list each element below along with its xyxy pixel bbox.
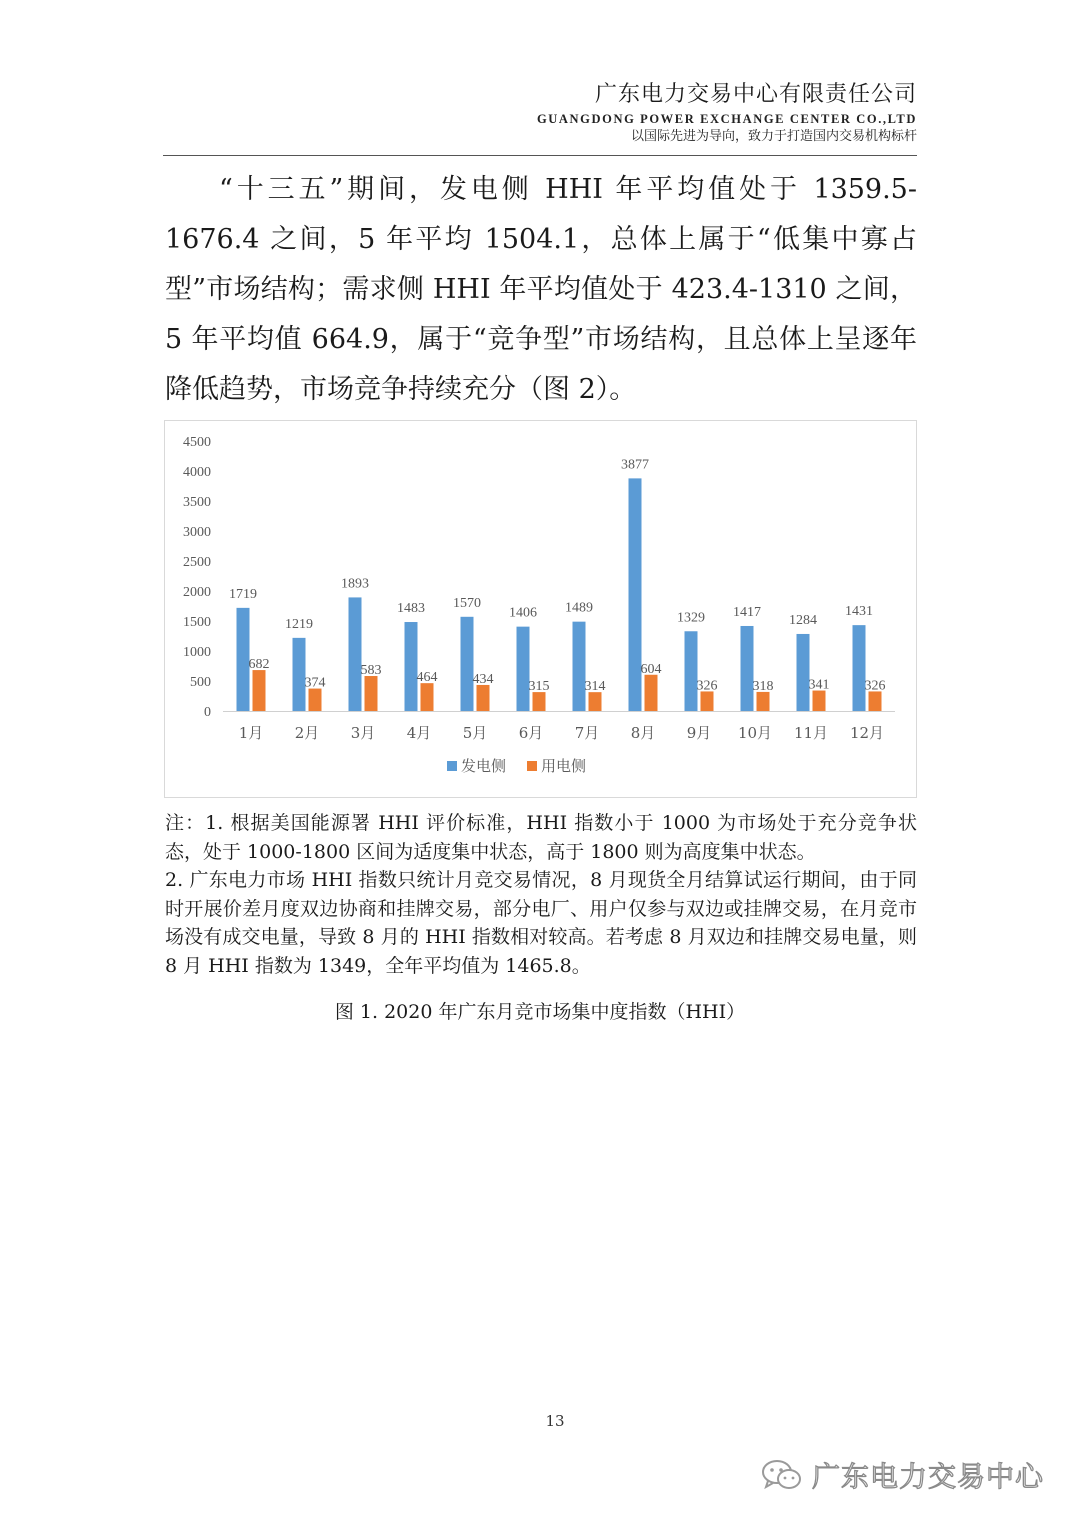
data-label-gen: 1284: [789, 612, 817, 628]
bar-gen-side: [517, 627, 530, 711]
x-tick-label: 1月: [238, 724, 264, 742]
y-tick-label: 4500: [183, 435, 211, 450]
company-slogan: 以国际先进为导向，致力于打造国内交易机构标杆: [630, 129, 917, 144]
bar-use-side: [365, 676, 378, 711]
y-tick-label: 0: [204, 705, 211, 720]
data-label-use: 374: [304, 675, 326, 691]
bar-gen-side: [461, 617, 474, 711]
data-label-use: 318: [752, 678, 774, 694]
legend-label-gen: 发电侧: [461, 757, 507, 775]
bar-use-side: [421, 683, 434, 711]
x-tick-label: 5月: [462, 724, 488, 742]
data-label-gen: 3877: [621, 457, 649, 473]
y-tick-label: 1000: [183, 645, 211, 660]
legend-swatch-use: [527, 761, 537, 771]
figure-caption: 图 1. 2020 年广东月竞市场集中度指数（HHI）: [334, 1001, 746, 1023]
y-tick-label: 4000: [183, 465, 211, 480]
body-paragraph-text: “十三五”期间，发电侧 HHI 年平均值处于 1359.5-1676.4 之间，5 年平均 1504.1，总体上属于“低集中寡占型”市场结构；需求侧 HHI 年平均值处于 423.4-1310 之间，5 年平均值 664.9，属于“竞争型”市场结构，且总体上呈逐年降低趋势，市场竞争持续充分（图 2）。: [165, 174, 917, 405]
wechat-icon: [760, 1458, 804, 1492]
chart-svg: [165, 421, 916, 797]
bar-use-side: [645, 675, 658, 711]
bar-use-side: [701, 691, 714, 711]
x-tick-label: 3月: [350, 724, 376, 742]
bar-use-side: [869, 691, 882, 711]
data-label-gen: 1570: [453, 595, 481, 611]
data-label-use: 315: [528, 679, 550, 695]
page-header: [163, 80, 917, 146]
data-label-gen: 1431: [845, 604, 873, 620]
data-label-gen: 1483: [397, 601, 425, 617]
legend-label-use: 用电侧: [541, 757, 587, 775]
y-tick-label: 3500: [183, 495, 211, 510]
data-label-gen: 1893: [341, 576, 369, 592]
x-tick-label: 4月: [406, 724, 432, 742]
data-label-use: 341: [808, 677, 830, 693]
bar-use-side: [253, 670, 266, 711]
y-tick-label: 1500: [183, 615, 211, 630]
hhi-bar-chart: [164, 420, 917, 798]
bar-gen-side: [741, 626, 754, 711]
data-label-gen: 1329: [677, 610, 705, 626]
bar-gen-side: [573, 622, 586, 711]
body-paragraph: [165, 165, 917, 415]
data-label-gen: 1219: [285, 616, 313, 632]
x-tick-label: 9月: [686, 724, 712, 742]
bar-use-side: [533, 692, 546, 711]
bar-gen-side: [405, 622, 418, 711]
x-tick-label: 7月: [574, 724, 600, 742]
data-label-gen: 1406: [509, 605, 537, 621]
note-1: 注：1. 根据美国能源署 HHI 评价标准，HHI 指数小于 1000 为市场处于充分竞争状态，处于 1000-1800 区间为适度集中状态，高于 1800 则为高度集中状态。: [165, 812, 917, 863]
bar-gen-side: [853, 625, 866, 711]
data-label-use: 326: [696, 678, 718, 694]
data-label-gen: 1719: [229, 586, 257, 602]
bar-gen-side: [293, 638, 306, 711]
x-tick-label: 12月: [849, 724, 885, 742]
data-label-gen: 1417: [733, 604, 761, 620]
watermark: [760, 1455, 1044, 1495]
data-label-use: 434: [472, 671, 494, 687]
x-tick-label: 11月: [793, 724, 829, 742]
bar-use-side: [757, 692, 770, 711]
watermark-text: 广东电力交易中心: [811, 1460, 1044, 1493]
data-label-use: 583: [360, 663, 382, 679]
note-2: 2. 广东电力市场 HHI 指数只统计月竞交易情况，8 月现货全月结算试运行期间，由于同时开展价差月度双边协商和挂牌交易，部分电厂、用户仅参与双边或挂牌交易，在月竞市场没有成交电量，导致 8 月的 HHI 指数相对较高。若考虑 8 月双边和挂牌交易电量，则 8 月 HHI 指数为 1349，全年平均值为 1465.8。: [165, 869, 917, 977]
y-tick-label: 2000: [183, 585, 211, 600]
x-tick-label: 8月: [630, 724, 656, 742]
bar-gen-side: [797, 634, 810, 711]
data-label-use: 604: [640, 661, 662, 677]
x-tick-label: 10月: [737, 724, 773, 742]
bar-gen-side: [349, 597, 362, 711]
page-number: 13: [545, 1412, 565, 1430]
data-label-gen: 1489: [565, 600, 593, 616]
y-tick-label: 2500: [183, 555, 211, 570]
bar-use-side: [309, 689, 322, 711]
chart-notes: [165, 809, 917, 980]
data-label-use: 682: [248, 657, 270, 673]
bar-gen-side: [685, 631, 698, 711]
x-tick-label: 2月: [294, 724, 320, 742]
data-label-use: 326: [864, 678, 886, 694]
company-name-cn: 广东电力交易中心有限责任公司: [594, 82, 917, 107]
bar-use-side: [813, 691, 826, 711]
y-tick-label: 500: [190, 675, 211, 690]
company-name-en: GUANGDONG POWER EXCHANGE CENTER CO.,LTD: [536, 112, 917, 126]
x-tick-label: 6月: [518, 724, 544, 742]
bar-use-side: [589, 692, 602, 711]
data-label-use: 314: [584, 679, 606, 695]
header-divider: [163, 155, 917, 156]
legend-swatch-gen: [447, 761, 457, 771]
y-tick-label: 3000: [183, 525, 211, 540]
bar-use-side: [477, 685, 490, 711]
data-label-use: 464: [416, 670, 438, 686]
